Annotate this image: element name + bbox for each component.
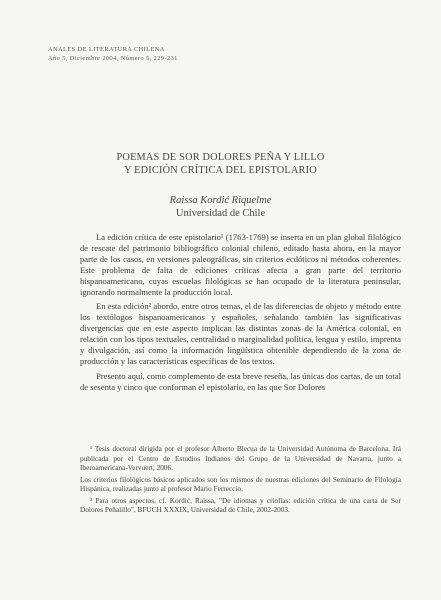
journal-issue: Año 5, Diciembre 2004, Número 5, 229-231 — [48, 55, 178, 62]
author-affiliation: Universidad de Chile — [175, 208, 266, 219]
journal-header — [48, 45, 178, 63]
footnote-1-continuation: Los criterios filológicos básicos aplicados son los mismos de nuestras ediciones del Seminario de Filología Hispánica, realizadas junto al profesor Mario Ferreccio. — [80, 474, 401, 493]
author-name: Raissa Kordić Riquelme — [169, 195, 272, 206]
journal-name: ANALES DE LITERATURA CHILENA — [48, 46, 165, 53]
article-title-line-1: POEMAS DE SOR DOLORES PEÑA Y LILLO — [116, 152, 325, 163]
footnote-1: ¹ Tesis doctoral dirigida por el profesor Alberto Blecua de la Universidad Autónoma de Barcelona. Irá publicada por el Centro de Estudios Indianos del Grupo de la Universidad de Navarra, junto a Iberoamericana-Vervuert, 2006. — [80, 444, 401, 472]
author-block — [0, 194, 441, 220]
body-paragraph-1: La edición crítica de este epistolario¹ (1763-1769) se inserta en un plan global filológico de rescate del patrimonio bibliográfico colonial chileno, editado hasta ahora, en la mayor parte de los casos, en versiones paleográficas, sin criterios ecdóticos ni métodos coherentes. Este problema de falta de ediciones críticas afecta a gran parte del territorio hispanoamericano, cuyas escuelas filológicas se han ocupado de la literatura peninsular, ignorando normalmente la producción local. — [80, 232, 401, 297]
body-paragraph-2: En esta edición² abordo, entre otros temas, el de las diferencias de objeto y método entre los textólogos hispanoamericanos y españoles, señalando también las significativas divergencias que en este aspecto implican las distintas zonas de la América colonial, en relación con los tipos textuales, centralidad o marginalidad política, lengua y estilo, imprenta y divulgación, así como la información lingüística obtenible dependiendo de la zona de producción y las características específicas de los textos. — [80, 301, 401, 366]
footnotes — [80, 444, 401, 517]
article-body — [80, 232, 401, 393]
body-paragraph-3: Presento aquí, como complemento de esta breve reseña, las únicas dos cartas, de un total de sesenta y cinco que conforman el epistolario, en las que Sor Dolores — [80, 370, 401, 392]
footnote-2: ² Para otros aspectos, cf. Kordić, Raissa, "De idiomas y criollas: edición crítica de una carta de Sor Dolores Peñalillo", BFUCH XXXIX, Universidad de Chile, 2002-2003. — [80, 495, 401, 514]
article-title-line-2: Y EDICIÓN CRÍTICA DEL EPISTOLARIO — [124, 165, 317, 176]
article-title — [0, 151, 441, 177]
